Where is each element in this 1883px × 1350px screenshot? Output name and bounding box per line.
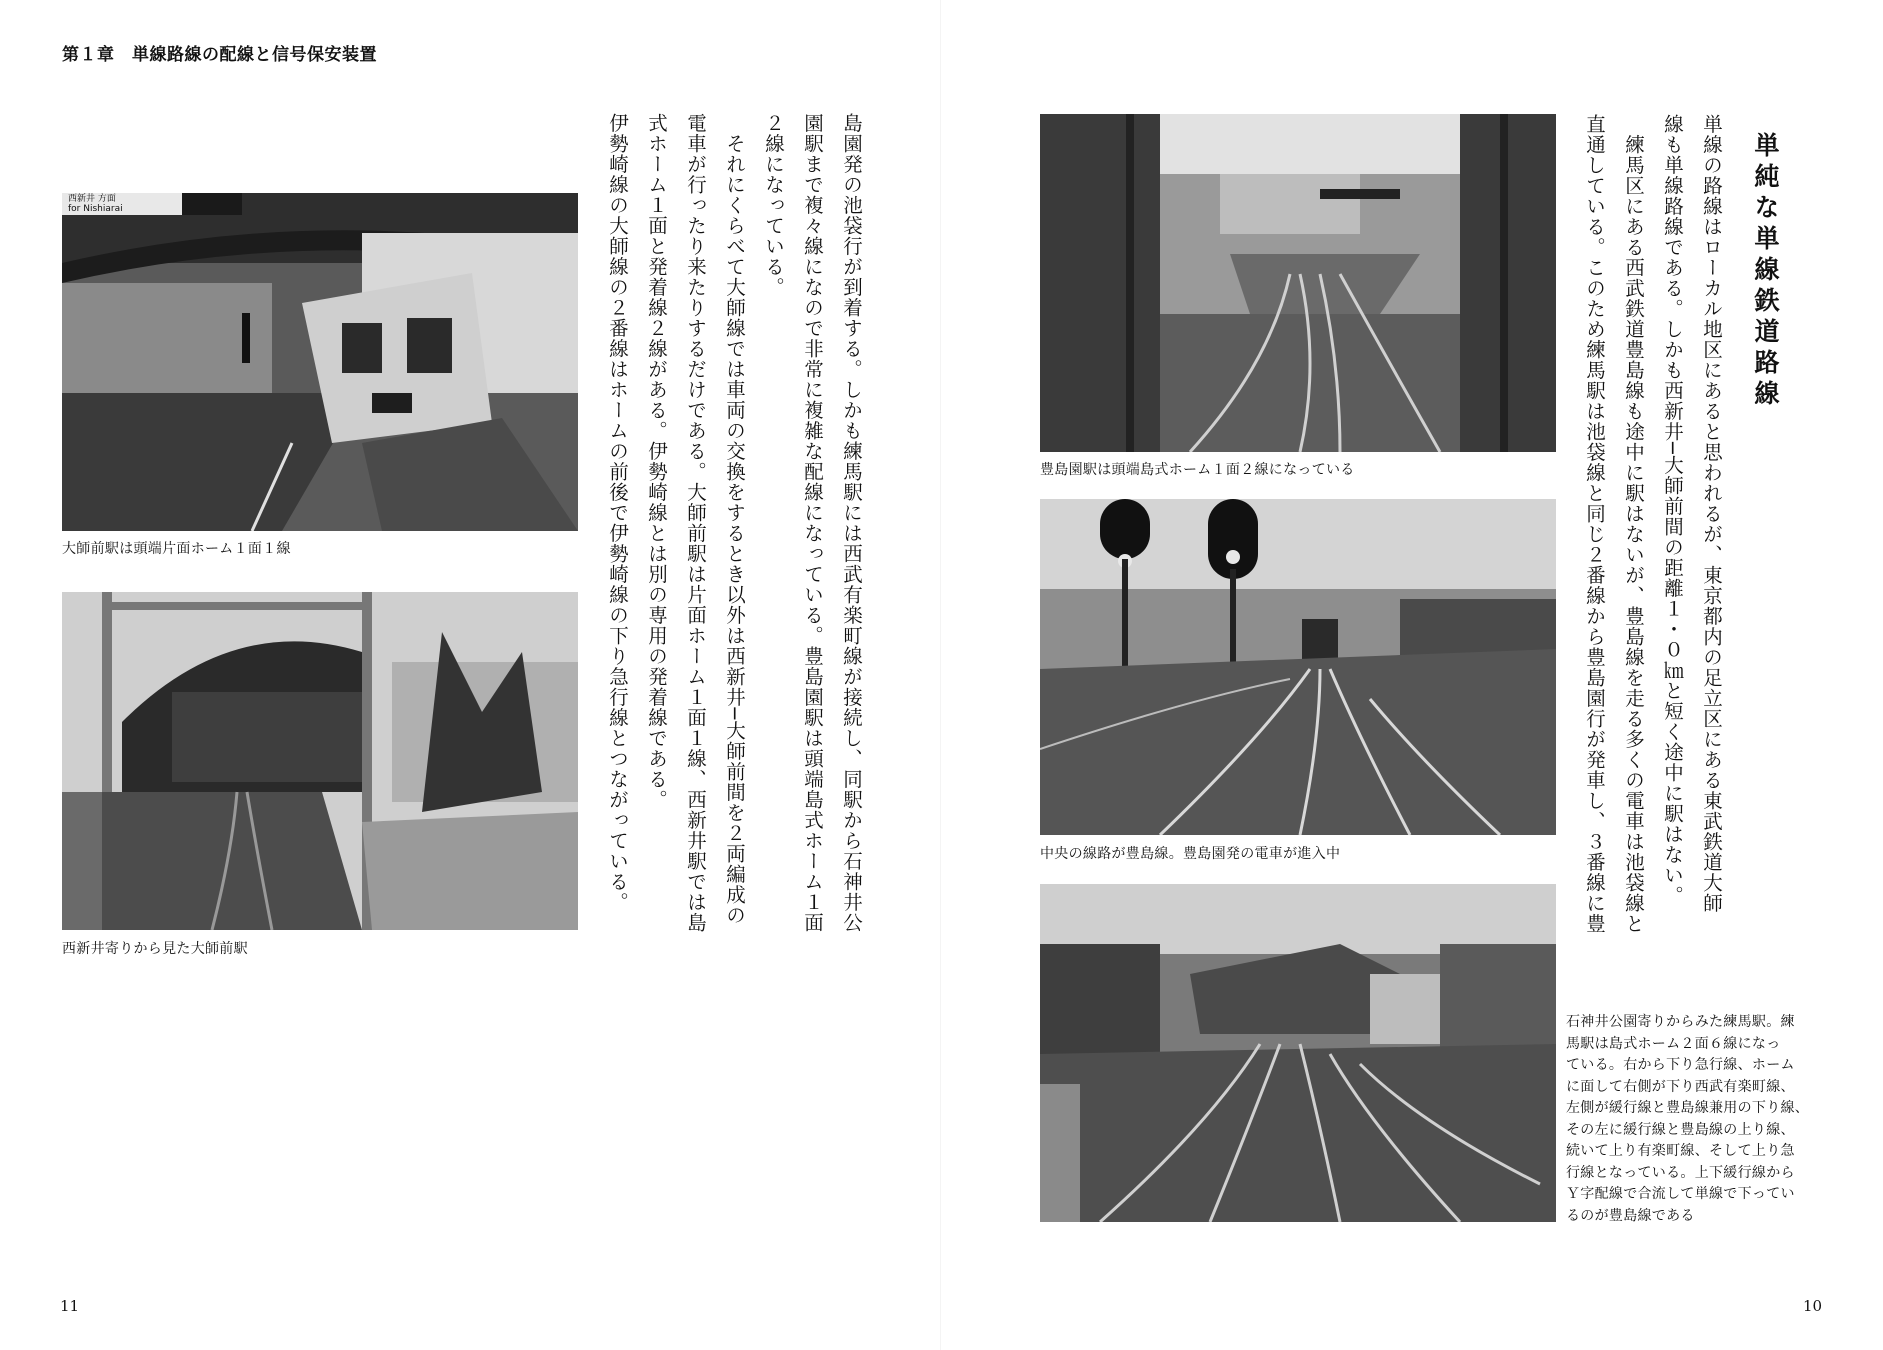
photo-toshimaen-station — [1040, 114, 1556, 452]
section-title: 単純な単線鉄道路線 — [1751, 132, 1780, 411]
page-number: 11 — [60, 1297, 80, 1315]
page-number: 10 — [1803, 1297, 1823, 1315]
photo-nerima-image — [1040, 884, 1556, 1222]
photo-caption: 西新井寄りから見た大師前駅 — [62, 941, 248, 957]
photo-toshimaen-image — [1040, 114, 1556, 452]
body-text: 単線の路線はローカル地区にあると思われるが、東京都内の足立区にある東武鉄道大師 線も単線路線である。しかも西新井─大師前間の距離１・０㎞と短く途中に駅はない。 練馬区にある西武鉄道豊島線も途中に駅はないが、豊島線を走る多くの電車は池袋線と 直通している。このため練馬駅は池袋線と同じ２番線から豊島園行が発車し、３番線に豊 — [1583, 114, 1723, 934]
photo-station-image — [62, 592, 578, 930]
photo-daishimae-from-nishiarai — [62, 592, 578, 930]
photo-center-track-image — [1040, 499, 1556, 835]
photo-toshima-line-center — [1040, 499, 1556, 835]
platform-sign — [68, 194, 123, 214]
left-page — [0, 0, 941, 1350]
body-text: 島園発の池袋行が到着する。しかも練馬駅には西武有楽町線が接続し、同駅から石神井公 園駅まで複々線になので非常に複雑な配線になっている。豊島園駅は頭端島式ホーム１面 ２線になっている。 それにくらべて大師線では車両の交換をするとき以外は西新井─大師前間を２両編成の 電車が行ったり来たりするだけである。大師前駅は片面ホーム１面１線、西新井駅では島 式ホーム１面と発着線２線がある。伊勢崎線とは別の専用の発着線である。 伊勢崎線の大師線の２番線はホームの前後で伊勢崎線の下り急行線とつながっている。 — [606, 113, 863, 933]
photo-caption: 大師前駅は頭端片面ホーム１面１線 — [62, 541, 291, 557]
photo-nerima-station — [1040, 884, 1556, 1222]
right-page — [941, 0, 1883, 1350]
platform-sign-subtext: for Nishiarai — [68, 204, 123, 214]
platform-sign-text: 西新井 方面 — [68, 194, 116, 204]
photo-caption: 豊島園駅は頭端島式ホーム１面２線になっている — [1040, 462, 1355, 478]
photo-caption-long: 石神井公園寄りからみた練馬駅。練 馬駅は島式ホーム２面６線になっ ている。右から下り急行線、ホーム に面して右側が下り西武有楽町線、 左側が緩行線と豊島線兼用の下り線、 その左に緩行線と豊島線の上り線、 続いて上り有楽町線、そして上り急 行線となっている。上下緩行線から Ｙ字配線で合流して単線で下ってい るのが豊島線である — [1566, 1014, 1810, 1224]
photo-daishimae-platform — [62, 193, 578, 531]
photo-platform-image — [62, 193, 578, 531]
chapter-header: 第１章 単線路線の配線と信号保安装置 — [62, 45, 377, 65]
photo-caption: 中央の線路が豊島線。豊島園発の電車が進入中 — [1040, 846, 1341, 862]
